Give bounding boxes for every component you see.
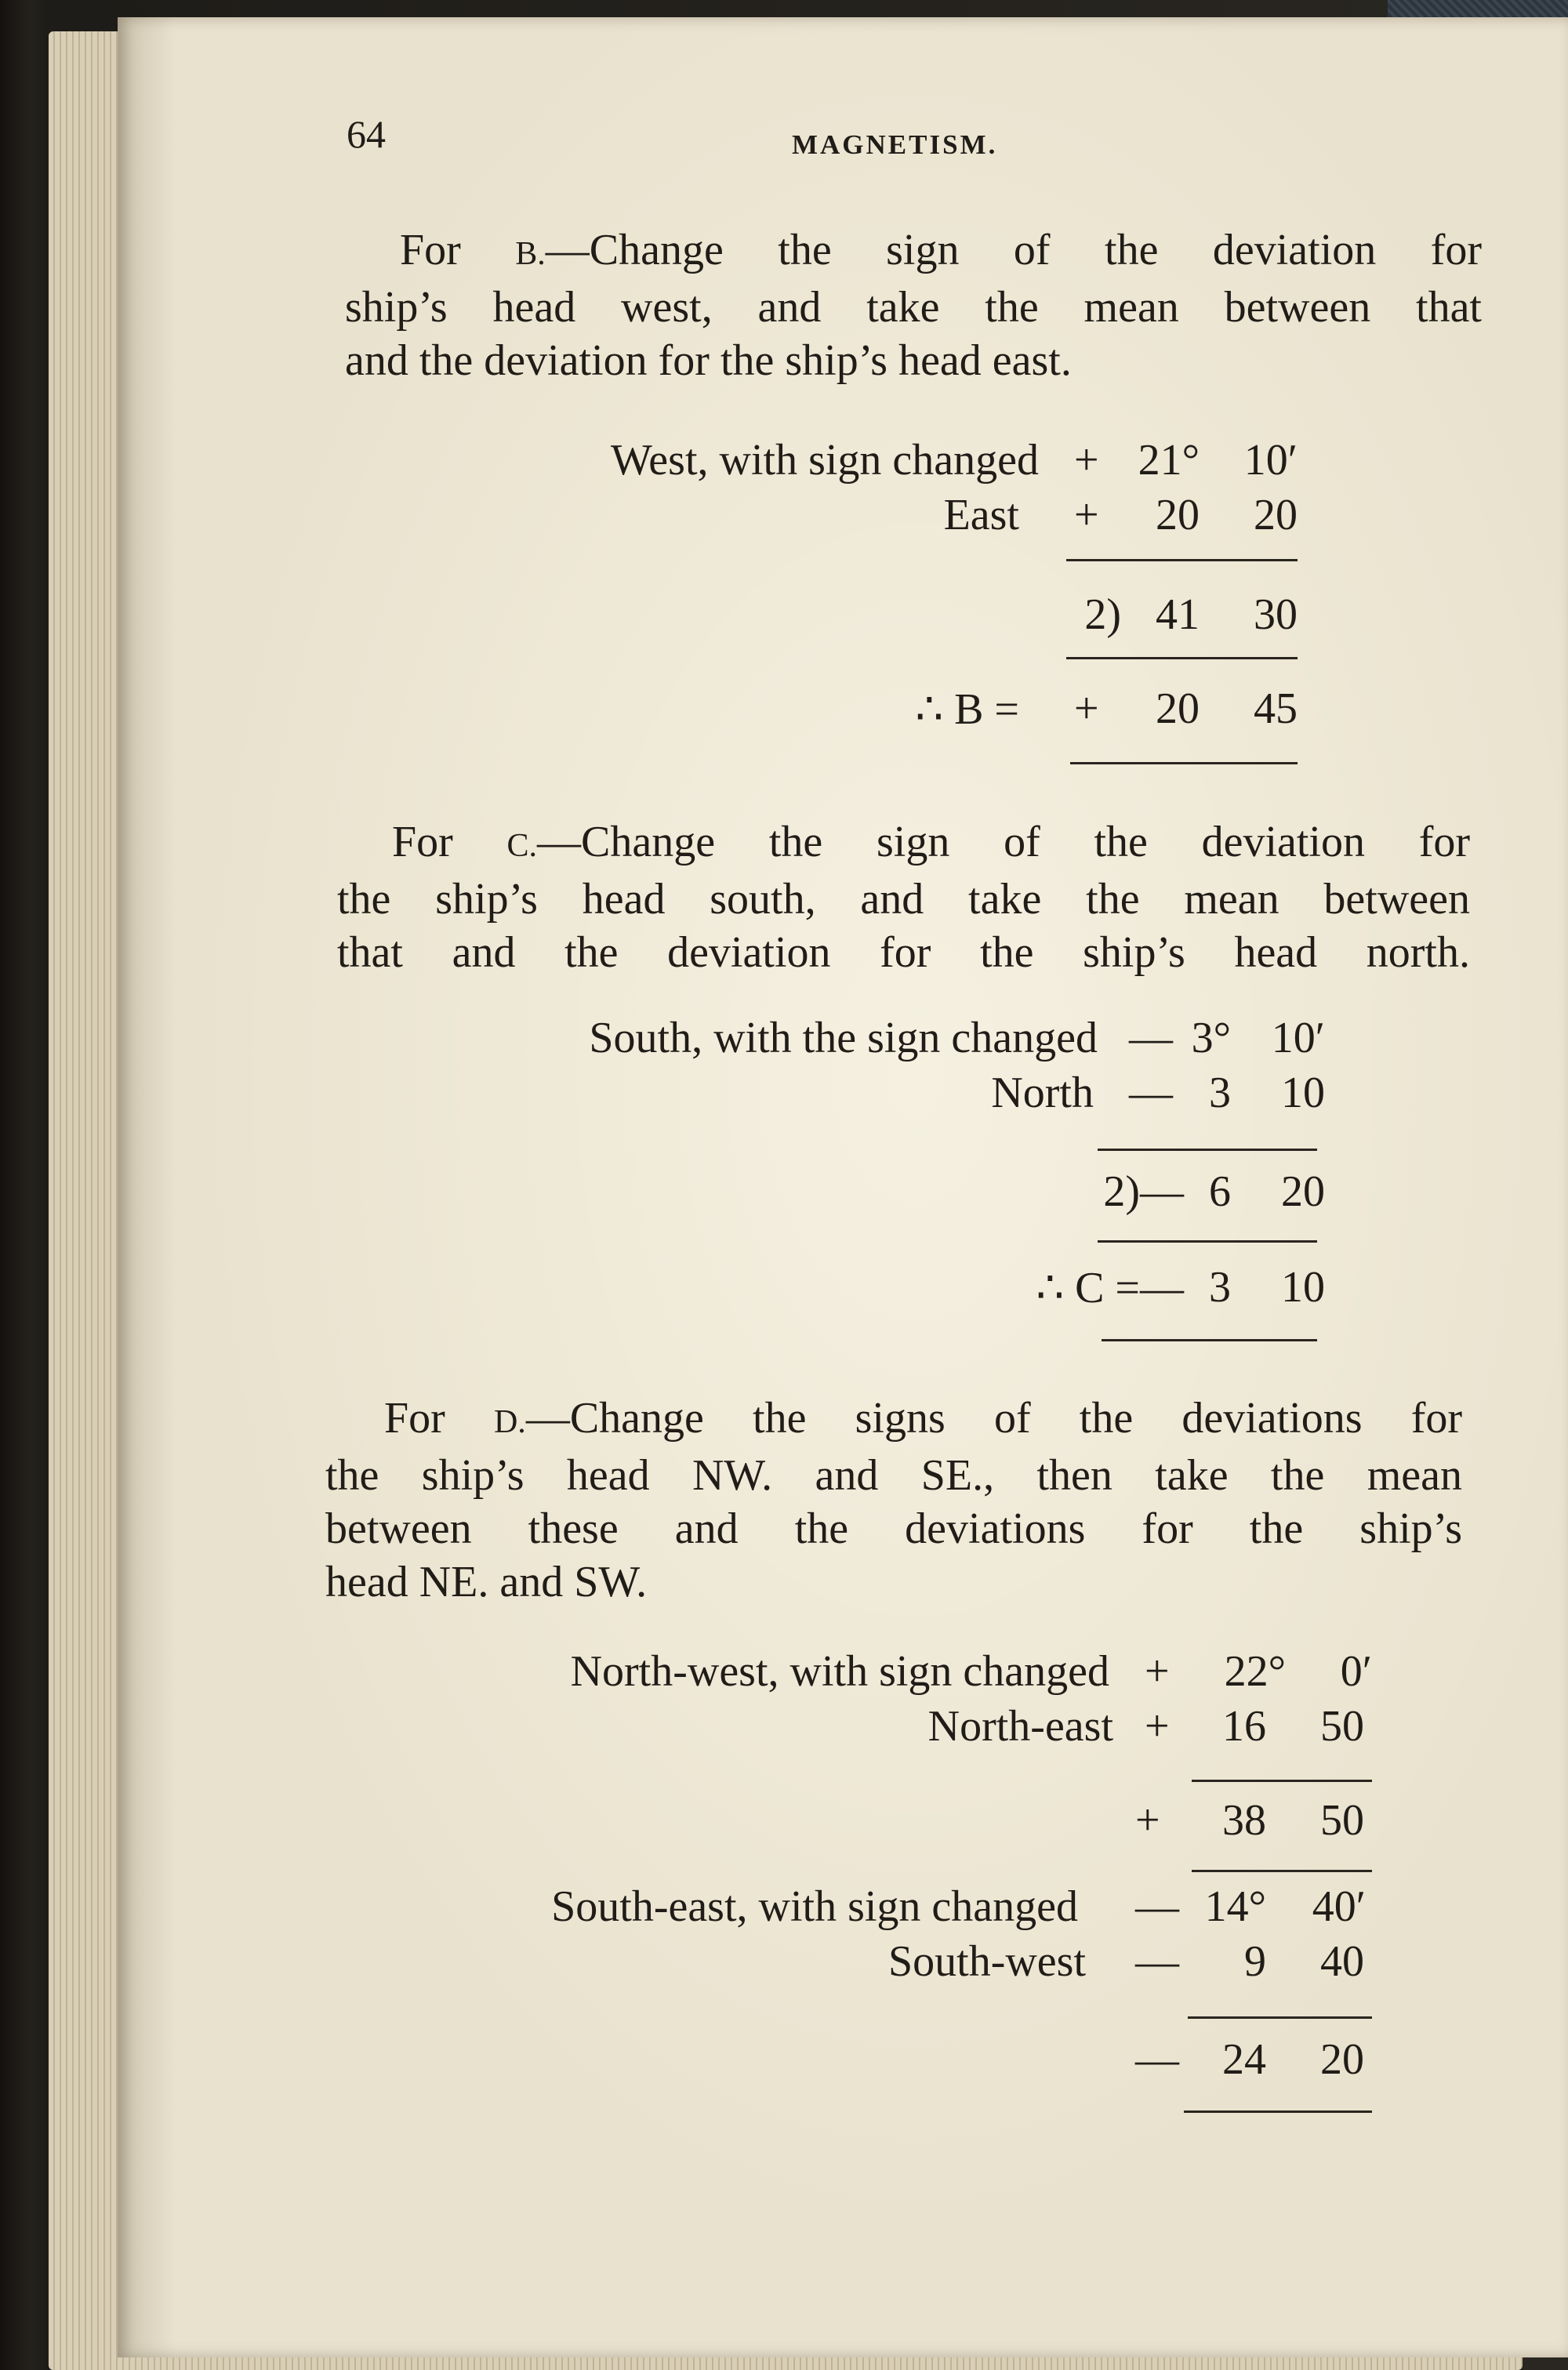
calc-degrees: 20 [1156, 684, 1200, 733]
paragraph-line: between these and the deviations for the ship’s [325, 1504, 1462, 1553]
calc-minutes: 20 [1320, 2035, 1364, 2084]
calc-minutes: 40 [1320, 1937, 1364, 1986]
paragraph-line: ship’s head west, and take the mean between that [345, 283, 1482, 332]
calc-sign: — [1135, 1937, 1179, 1986]
paragraph-d [325, 1392, 1462, 1609]
calc-sign: + [1145, 1702, 1170, 1751]
calc-minutes: 10′ [1271, 1014, 1325, 1062]
calc-degrees: 16 [1222, 1702, 1266, 1751]
calc-minutes: 10 [1281, 1069, 1325, 1117]
calc-degrees: 20 [1156, 491, 1200, 539]
paragraph-line: the ship’s head NW. and SE., then take the mean [325, 1451, 1462, 1500]
calc-label: South, with the sign changed [589, 1014, 1098, 1062]
calc-minutes: 0′ [1340, 1647, 1372, 1696]
calc-label: West, with sign changed [610, 436, 1039, 485]
paragraph-line: that and the deviation for the ship’s head north. [337, 928, 1470, 977]
calc-sign: — [1129, 1014, 1173, 1062]
running-title: MAGNETISM. [792, 129, 998, 160]
calc-sign: + [1135, 1796, 1160, 1845]
calc-degrees: 22° [1224, 1647, 1286, 1696]
line-text: —Change the signs of the deviations for [525, 1394, 1462, 1443]
coefficient-letter: C. [506, 828, 538, 864]
coefficient-letter: D. [493, 1404, 526, 1440]
calc-degrees: 3° [1191, 1014, 1231, 1062]
calc-minutes: 40′ [1312, 1882, 1366, 1931]
calc-label: 2) [1084, 590, 1121, 639]
calc-sign: + [1074, 684, 1099, 733]
calc-minutes: 30 [1254, 590, 1298, 639]
calc-degrees: 9 [1244, 1937, 1266, 1986]
calc-label: North [991, 1069, 1094, 1117]
calc-degrees: 24 [1222, 2035, 1266, 2084]
paragraph-b [345, 223, 1482, 387]
line-text: —Change the sign of the deviation for [537, 818, 1471, 866]
paragraph-line: the ship’s head south, and take the mean between [337, 875, 1470, 924]
coefficient-letter: B. [515, 236, 546, 272]
paragraph-line: and the deviation for the ship’s head east. [345, 336, 1072, 385]
calc-degrees: 3 [1209, 1069, 1231, 1117]
calc-degrees: 3 [1209, 1263, 1231, 1312]
calc-label: 2)— [1103, 1167, 1184, 1216]
calc-sign: — [1129, 1069, 1173, 1117]
calc-label: North-west, with sign changed [570, 1647, 1109, 1696]
paragraph-line [345, 223, 1482, 281]
calc-degrees: 6 [1209, 1167, 1231, 1216]
paragraph-line [337, 815, 1470, 873]
page-number: 64 [347, 112, 386, 156]
calc-label: ∴ B = [915, 685, 1019, 734]
calc-minutes: 20 [1281, 1167, 1325, 1216]
lead-word: For [392, 818, 453, 866]
calc-label: East [943, 491, 1019, 539]
calc-sign: — [1135, 2035, 1179, 2084]
calc-sign: + [1145, 1647, 1170, 1696]
calc-label: North-east [927, 1702, 1113, 1751]
lead-word: For [400, 226, 461, 274]
calc-sign: — [1135, 1882, 1179, 1931]
paragraph-line: head NE. and SW. [325, 1558, 648, 1606]
calc-degrees: 41 [1156, 590, 1200, 639]
calc-degrees: 21° [1138, 436, 1200, 485]
calc-minutes: 50 [1320, 1796, 1364, 1845]
lead-word: For [384, 1394, 445, 1443]
line-text: —Change the sign of the deviation for [545, 226, 1483, 274]
calc-minutes: 50 [1320, 1702, 1364, 1751]
calc-minutes: 45 [1254, 684, 1298, 733]
paragraph-c [337, 815, 1470, 979]
calc-label: ∴ C =— [1036, 1264, 1184, 1312]
calc-minutes: 10 [1281, 1263, 1325, 1312]
calc-minutes: 20 [1254, 491, 1298, 539]
calc-degrees: 14° [1204, 1882, 1266, 1931]
paragraph-line [325, 1392, 1462, 1449]
calc-minutes: 10′ [1243, 436, 1298, 485]
calc-sign: + [1074, 491, 1099, 539]
calc-label: South-east, with sign changed [551, 1882, 1078, 1931]
calc-sign: + [1074, 436, 1099, 485]
calc-label: South-west [888, 1937, 1086, 1986]
calc-degrees: 38 [1222, 1796, 1266, 1845]
